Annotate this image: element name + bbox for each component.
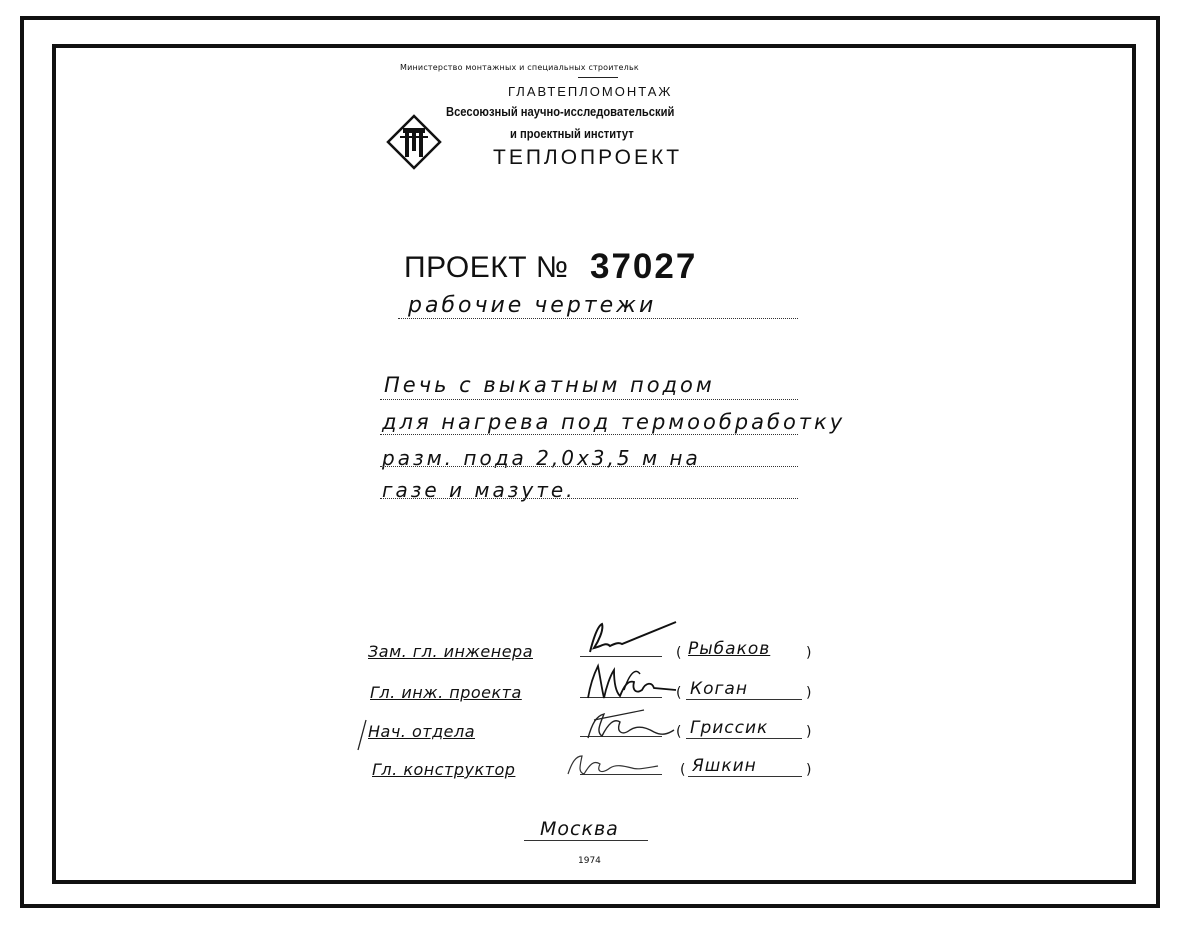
signature-role-4: Гл. конструктор bbox=[372, 760, 516, 779]
teploproekt-logo-icon bbox=[386, 114, 442, 170]
name-open-paren-2: ( bbox=[676, 685, 682, 701]
margin-stroke bbox=[356, 718, 368, 752]
description-rule-4 bbox=[380, 498, 798, 499]
signature-role-3: Нач. отдела bbox=[368, 722, 476, 741]
name-open-paren-4: ( bbox=[680, 762, 686, 778]
name-close-paren-1: ) bbox=[806, 645, 812, 661]
name-open-paren-3: ( bbox=[676, 724, 682, 740]
year: 1974 bbox=[578, 856, 601, 866]
description-line-1: Печь с выкатным подом bbox=[384, 373, 715, 397]
name-open-paren-1: ( bbox=[676, 645, 682, 661]
name-line-3 bbox=[686, 738, 802, 739]
project-label: ПРОЕКТ № bbox=[404, 251, 569, 284]
project-subtitle: рабочие чертежи bbox=[408, 293, 657, 318]
description-line-2: для нагрева под термообработку bbox=[382, 410, 846, 434]
signatory-name-1: Рыбаков bbox=[688, 639, 771, 659]
signatory-name-2: Коган bbox=[690, 679, 748, 699]
ministry-name: Министерство монтажных и специальных строительк bbox=[400, 63, 639, 72]
project-number: 37027 bbox=[590, 247, 698, 286]
signature-yashkin bbox=[562, 746, 672, 780]
name-close-paren-4: ) bbox=[806, 762, 812, 778]
description-line-4: газе и мазуте. bbox=[382, 478, 576, 502]
signature-rybakov bbox=[584, 616, 680, 658]
signatory-name-4: Яшкин bbox=[692, 756, 757, 776]
subtitle-rule bbox=[398, 318, 798, 319]
institute-line-1: Всесоюзный научно-исследовательский bbox=[446, 104, 675, 119]
name-close-paren-3: ) bbox=[806, 724, 812, 740]
city: Москва bbox=[540, 818, 619, 840]
institute-line-2: и проектный институт bbox=[510, 126, 634, 141]
institute-name: ТЕПЛОПРОЕКТ bbox=[493, 146, 683, 169]
description-rule-1 bbox=[380, 399, 798, 400]
signature-role-2: Гл. инж. проекта bbox=[370, 683, 522, 702]
description-rule-3 bbox=[380, 466, 798, 467]
description-rule-2 bbox=[380, 434, 798, 435]
signature-role-1: Зам. гл. инженера bbox=[368, 642, 533, 661]
description-line-3: разм. пода 2,0х3,5 м на bbox=[382, 446, 701, 470]
signature-grissik bbox=[584, 704, 680, 744]
city-rule bbox=[524, 840, 648, 841]
ministry-divider bbox=[578, 77, 618, 78]
name-line-2 bbox=[686, 699, 802, 700]
glavk-name: ГЛАВТЕПЛОМОНТАЖ bbox=[508, 84, 673, 99]
signatory-name-3: Гриссик bbox=[690, 718, 769, 738]
name-line-4 bbox=[688, 776, 802, 777]
signature-kogan bbox=[584, 660, 680, 702]
name-close-paren-2: ) bbox=[806, 685, 812, 701]
